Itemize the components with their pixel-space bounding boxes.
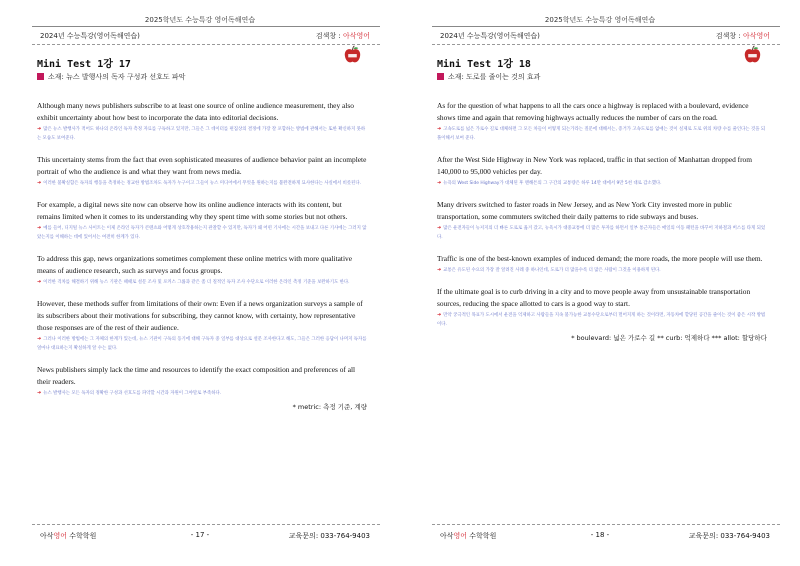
footer-divider bbox=[432, 524, 780, 525]
english-text: Many drivers switched to faster roads in New Jersey, and as New York City invested more in public transportation, some commuters switched their daily patterns to ride subways and buses. bbox=[437, 200, 732, 221]
english-text: As for the question of what happens to all the cars once a highway is replaced with a boulevard, evidence shows time and again that removing highways actually reduces the number of cars on the road. bbox=[437, 101, 749, 122]
search-label: 검색창 : 아삭영어 bbox=[315, 32, 370, 40]
english-text: To address this gap, news organizations sometimes complement these online metrics with more qualitative means of audience research, such as surveys and focus groups. bbox=[37, 254, 353, 275]
passage bbox=[37, 100, 367, 411]
subheader-divider bbox=[432, 44, 780, 45]
paragraph bbox=[437, 286, 767, 329]
red-arrow-icon: ➜ bbox=[437, 225, 442, 231]
subheader bbox=[40, 31, 370, 43]
page-number: - 18 - bbox=[590, 531, 610, 539]
author-name: 아삭영어 bbox=[742, 32, 770, 40]
translation: ➜ 많은 뉴스 발행사가 적어도 하나의 온라인 독자 측정 자료를 구독하고 있지만, 그들은 그 데이터를 편집상의 결정에 가장 잘 포함하는 방법에 관해서는 또한 확신하지 못하는 모습도 보여준다. bbox=[37, 126, 366, 141]
search-label: 검색창 : 아삭영어 bbox=[715, 32, 770, 40]
translation: ➜ 많은 운전자들이 뉴저지의 더 빠른 도로로 옮겨 갔고, 뉴욕시가 대중교통에 더 많은 투자를 하면서 일부 통근자들은 매일의 이동 패턴을 바꾸어 지하철과 버스를 타게 되었다. bbox=[437, 225, 766, 240]
contact-info: 교육문의: 033-764-9403 bbox=[688, 532, 770, 540]
test-title: Mini Test 1강 17 bbox=[37, 59, 131, 70]
red-arrow-icon: ➜ bbox=[37, 225, 42, 231]
footer-divider bbox=[32, 524, 380, 525]
red-arrow-icon: ➜ bbox=[37, 390, 42, 396]
topic: 소재: 도로를 줄이는 것의 효과 bbox=[437, 72, 540, 82]
contact-info: 교육문의: 033-764-9403 bbox=[288, 532, 370, 540]
footer bbox=[440, 531, 770, 543]
translation: ➜ 이러한 불확실함은 독자의 행동을 측정하는 정교한 방법조차도 독자가 누구이고 그들이 뉴스 미디어에서 무엇을 원하는지를 불완전하게 묘사한다는 사실에서 비롯된다. bbox=[37, 180, 361, 186]
topic-square-icon bbox=[37, 73, 44, 80]
english-text: For example, a digital news site now can observe how its online audience interacts with its content, but remains limited when it comes to its understanding why they spent time with some stories but not others. bbox=[37, 200, 348, 221]
page-number: - 17 - bbox=[190, 531, 210, 539]
header-title: 2025학년도 수능특강 영어독해연습 bbox=[544, 16, 656, 24]
paragraph bbox=[437, 154, 767, 188]
english-text: After the West Side Highway in New York was replaced, traffic in that section of Manhattan dropped from 140,000 to 95,000 vehicles per day. bbox=[437, 155, 752, 176]
translation: ➜ 뉴욕의 West Side Highway가 대체된 후 맨해튼의 그 구간의 교통량은 하루 14만 대에서 9만 5천 대로 감소했다. bbox=[437, 180, 662, 186]
header-divider bbox=[32, 26, 380, 27]
translation: ➜ 만약 궁극적인 목표가 도시에서 운전을 억제하고 사람들을 지속 불가능한 교통수단으로부터 멀어지게 하는 것이라면, 자동차에 할당된 공간을 줄이는 것이 좋은 시작 방법이다. bbox=[437, 312, 766, 327]
paragraph bbox=[37, 100, 367, 143]
paragraph bbox=[437, 199, 767, 242]
paragraph bbox=[437, 253, 767, 275]
english-text: However, these methods suffer from limitations of their own: Even if a news organization surveys a sample of its subscribers about their motivations for subscribing, they cannot know, with certainty, how representative those responses are of the rest of their audience. bbox=[37, 299, 363, 332]
paragraph bbox=[37, 298, 367, 353]
red-arrow-icon: ➜ bbox=[37, 180, 42, 186]
english-text: Traffic is one of the best-known examples of induced demand; the more roads, the more people will use them. bbox=[437, 254, 763, 263]
paragraph bbox=[37, 253, 367, 287]
header-divider bbox=[432, 26, 780, 27]
red-arrow-icon: ➜ bbox=[37, 336, 42, 342]
paragraph bbox=[437, 100, 767, 143]
vocab-note: * metric: 측정 기준, 계량 bbox=[292, 403, 367, 411]
translation: ➜ 뉴스 발행사는 모든 독자의 정확한 구성과 선호도를 파악할 시간과 자원이 그야말로 부족하다. bbox=[37, 390, 222, 396]
english-text: If the ultimate goal is to curb driving in a city and to move people away from unsustainable transportation sources, reducing the space allotted to cars is a good way to start. bbox=[437, 287, 751, 308]
academy-name: 아삭영어 수학학원 bbox=[440, 532, 497, 540]
paragraph bbox=[37, 364, 367, 398]
apple-icon bbox=[343, 45, 362, 65]
red-arrow-icon: ➜ bbox=[37, 279, 42, 285]
red-arrow-icon: ➜ bbox=[437, 267, 442, 273]
translation: ➜ 이러한 격차를 해결하기 위해 뉴스 기관은 때때로 설문 조사 및 포커스 그룹과 같은 좀 더 질적인 독자 조사 수단으로 이러한 온라인 측정 기준을 보완하기도 한다. bbox=[37, 279, 350, 285]
subheader-divider bbox=[32, 44, 380, 45]
translation: ➜ 예를 들어, 디지털 뉴스 사이트는 이제 온라인 독자가 콘텐츠와 어떻게 상호작용하는지 관찰할 수 있지만, 독자가 왜 어떤 기사에는 시간을 보내고 다른 기사에는 그러지 않았는지를 이해하는 데에 있어서는 여전히 한계가 있다. bbox=[37, 225, 367, 240]
vocab-note: * boulevard: 넓은 가로수 길 ** curb: 억제하다 *** allot: 할당하다 bbox=[571, 334, 767, 342]
paragraph bbox=[37, 199, 367, 242]
paragraph bbox=[37, 154, 367, 188]
translation: ➜ 그러나 이러한 방법에는 그 자체의 한계가 있는데, 뉴스 기관이 구독의 동기에 대해 구독자 중 일부를 대상으로 설문 조사한다고 해도, 그들은 그러한 응답이 나머지 독자를 얼마나 대표하는지 확실하게 알 수는 없다. bbox=[37, 336, 367, 351]
page-right bbox=[400, 0, 800, 566]
english-text: Although many news publishers subscribe to at least one source of online audience measurement, they also exhibit uncertainty about how best to incorporate the data into editorial decisions. bbox=[37, 101, 354, 122]
footer bbox=[40, 531, 370, 543]
translation: ➜ 교통은 유도된 수요의 가장 잘 알려진 사례 중 하나인데, 도로가 더 많을수록 더 많은 사람이 그것을 이용하게 된다. bbox=[437, 267, 661, 273]
red-arrow-icon: ➜ bbox=[437, 312, 442, 318]
book-title: 2024년 수능특강(영어독해연습) bbox=[40, 32, 140, 40]
book-title: 2024년 수능특강(영어독해연습) bbox=[440, 32, 540, 40]
translation: ➜ 고속도로를 넓은 가로수 길로 대체하면 그 모든 차들이 어떻게 되는가라는 질문에 대해서는, 증거가 고속도로를 없애는 것이 실제로 도로 위의 차량 수를 줄인다는 것을 되풀이해서 보여 준다. bbox=[437, 126, 766, 141]
test-title: Mini Test 1강 18 bbox=[437, 59, 531, 70]
apple-icon bbox=[743, 45, 762, 65]
academy-name: 아삭영어 수학학원 bbox=[40, 532, 97, 540]
subheader bbox=[440, 31, 770, 43]
red-arrow-icon: ➜ bbox=[37, 126, 42, 132]
english-text: This uncertainty stems from the fact that even sophisticated measures of audience behavior paint an incomplete portrait of who the audience is and what they want from news media. bbox=[37, 155, 367, 176]
passage bbox=[437, 100, 767, 342]
author-name: 아삭영어 bbox=[342, 32, 370, 40]
red-arrow-icon: ➜ bbox=[437, 180, 442, 186]
topic-square-icon bbox=[437, 73, 444, 80]
header-title: 2025학년도 수능특강 영어독해연습 bbox=[144, 16, 256, 24]
red-arrow-icon: ➜ bbox=[437, 126, 442, 132]
english-text: News publishers simply lack the time and resources to identify the exact composition and preferences of all their readers. bbox=[37, 365, 356, 386]
topic: 소재: 뉴스 발행사의 독자 구성과 선호도 파악 bbox=[37, 72, 185, 82]
